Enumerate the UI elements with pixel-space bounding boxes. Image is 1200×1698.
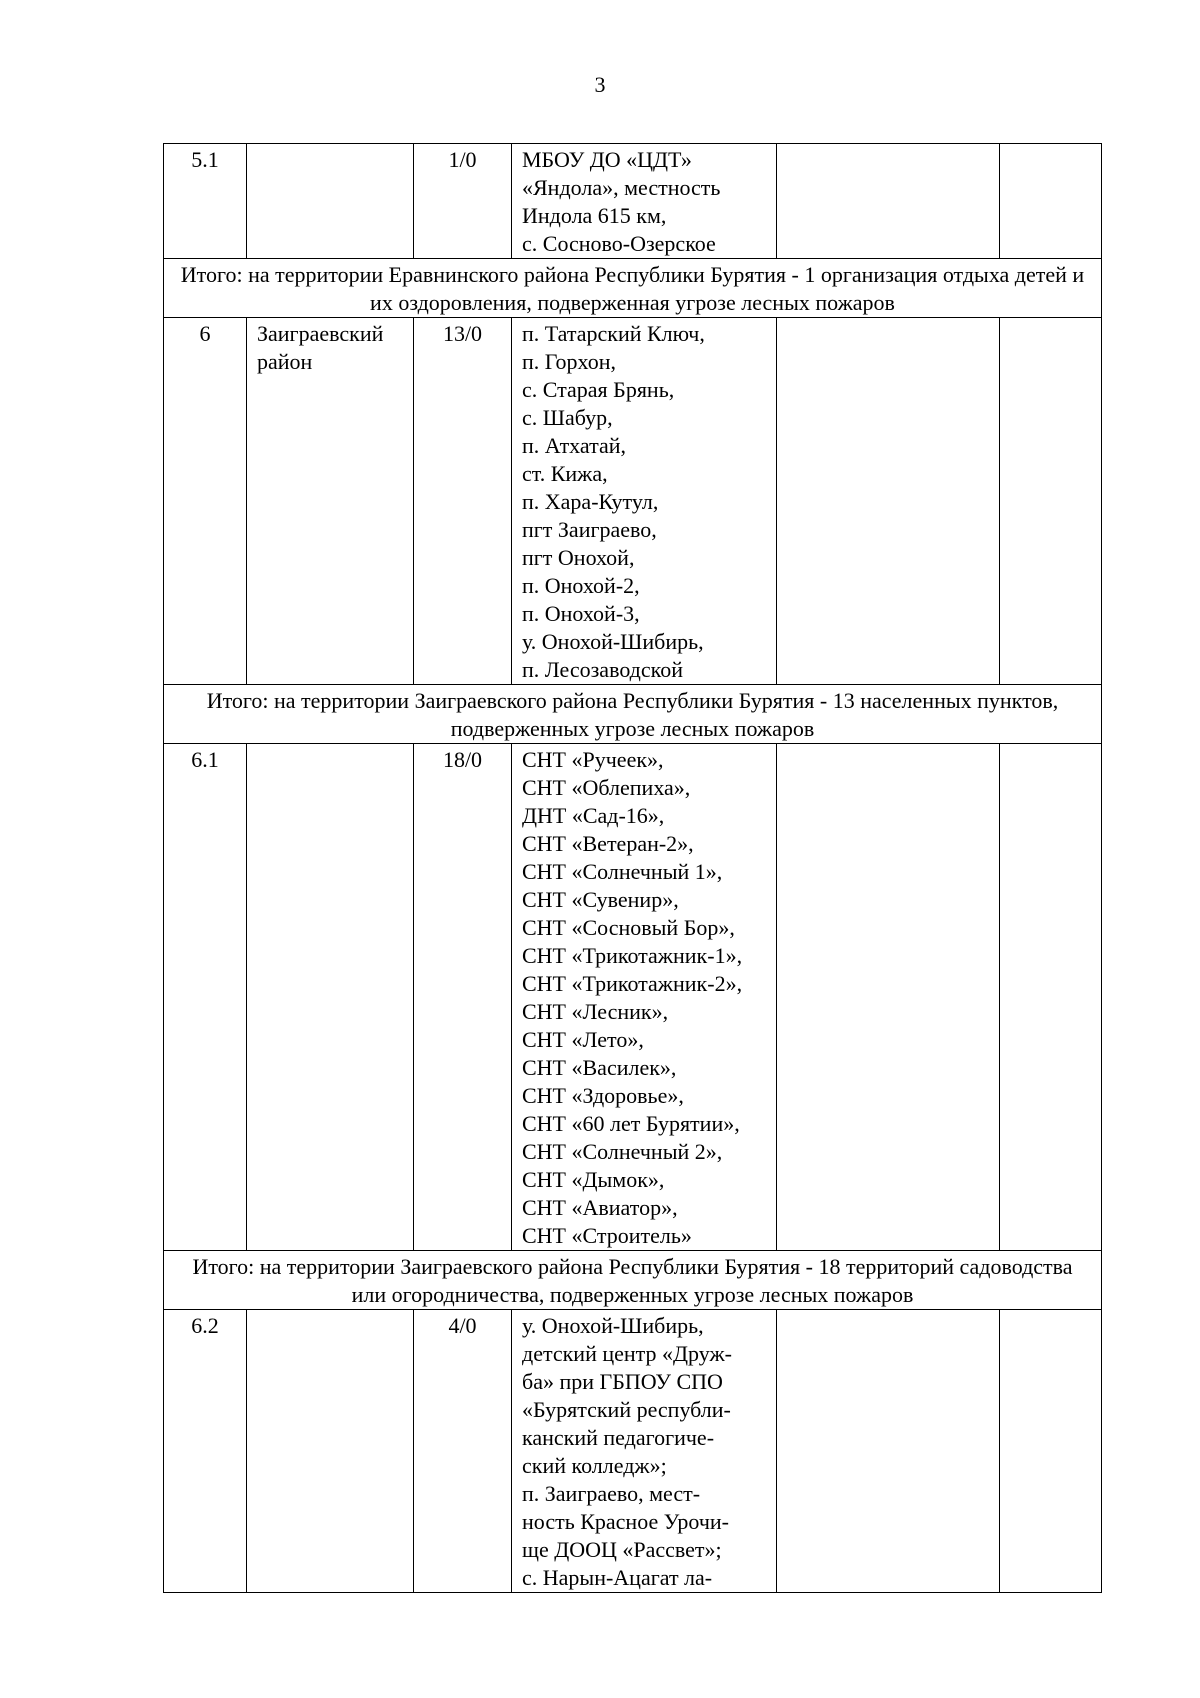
place-line: СНТ «Здоровье», xyxy=(522,1083,684,1108)
count-cell: 13/0 xyxy=(414,318,512,685)
place-line: СНТ «Солнечный 1», xyxy=(522,859,723,884)
district-cell xyxy=(247,744,414,1251)
place-line: у. Онохой-Шибирь, xyxy=(522,1313,704,1338)
empty-cell xyxy=(777,318,1000,685)
place-line: п. Горхон, xyxy=(522,349,616,374)
place-line: СНТ «Лето», xyxy=(522,1027,644,1052)
place-line: пгт Онохой, xyxy=(522,545,635,570)
place-line: ский колледж»; xyxy=(522,1453,667,1478)
document-table xyxy=(163,143,1102,1593)
place-line: ще ДООЦ «Рассвет»; xyxy=(522,1537,722,1562)
place-line: с. Шабур, xyxy=(522,405,613,430)
place-line: СНТ «Сувенир», xyxy=(522,887,679,912)
place-line: «Бурятский республи- xyxy=(522,1397,731,1422)
place-line: у. Онохой-Шибирь, xyxy=(522,629,704,654)
place-line: СНТ «Сосновый Бор», xyxy=(522,915,735,940)
place-line: ДНТ «Сад-16», xyxy=(522,803,665,828)
place-line: канский педагогиче- xyxy=(522,1425,715,1450)
place-line: СНТ «Строитель» xyxy=(522,1223,692,1248)
place-line: с. Старая Брянь, xyxy=(522,377,675,402)
place-line: с. Нарын-Ацагат ла- xyxy=(522,1565,713,1590)
table-row xyxy=(164,744,1102,1251)
place-line: детский центр «Друж- xyxy=(522,1341,732,1366)
place-line: СНТ «Василек», xyxy=(522,1055,677,1080)
row-number: 5.1 xyxy=(164,144,247,259)
place-line: МБОУ ДО «ЦДТ» xyxy=(522,147,692,172)
place-line: СНТ «Трикотажник-2», xyxy=(522,971,743,996)
place-line: п. Атхатай, xyxy=(522,433,627,458)
place-line: п. Лесозаводской xyxy=(522,657,683,682)
place-line: СНТ «Трикотажник-1», xyxy=(522,943,743,968)
place-line: Индола 615 км, xyxy=(522,203,667,228)
district-line: район xyxy=(257,349,313,374)
place-line: п. Заиграево, мест- xyxy=(522,1481,701,1506)
summary-row xyxy=(164,685,1102,744)
place-line: п. Хара-Кутул, xyxy=(522,489,659,514)
places-cell xyxy=(512,744,777,1251)
count-cell: 1/0 xyxy=(414,144,512,259)
district-cell xyxy=(247,144,414,259)
count-cell: 18/0 xyxy=(414,744,512,1251)
places-cell xyxy=(512,1310,777,1593)
place-line: СНТ «Лесник», xyxy=(522,999,669,1024)
place-line: ст. Кижа, xyxy=(522,461,608,486)
place-line: «Яндола», местность xyxy=(522,175,721,200)
summary-row xyxy=(164,1251,1102,1310)
summary-row xyxy=(164,259,1102,318)
place-line: п. Онохой-2, xyxy=(522,573,640,598)
empty-cell xyxy=(1000,1310,1102,1593)
place-line: СНТ «Облепиха», xyxy=(522,775,691,800)
district-line: Заиграевский xyxy=(257,321,384,346)
table-row xyxy=(164,1310,1102,1593)
place-line: пгт Заиграево, xyxy=(522,517,657,542)
place-line: СНТ «Ветеран-2», xyxy=(522,831,694,856)
place-line: ность Красное Урочи- xyxy=(522,1509,729,1534)
place-line: п. Онохой-3, xyxy=(522,601,640,626)
empty-cell xyxy=(777,744,1000,1251)
place-line: с. Сосново-Озерское xyxy=(522,231,716,256)
row-number: 6 xyxy=(164,318,247,685)
empty-cell xyxy=(1000,318,1102,685)
table-row xyxy=(164,318,1102,685)
place-line: СНТ «Авиатор», xyxy=(522,1195,678,1220)
place-line: СНТ «Солнечный 2», xyxy=(522,1139,723,1164)
count-cell: 4/0 xyxy=(414,1310,512,1593)
district-cell xyxy=(247,318,414,685)
row-number: 6.2 xyxy=(164,1310,247,1593)
place-line: СНТ «Ручеек», xyxy=(522,747,664,772)
table-row xyxy=(164,144,1102,259)
empty-cell xyxy=(1000,144,1102,259)
empty-cell xyxy=(777,1310,1000,1593)
district-cell xyxy=(247,1310,414,1593)
places-cell xyxy=(512,318,777,685)
place-line: СНТ «Дымок», xyxy=(522,1167,665,1192)
summary-text: Итого: на территории Еравнинского района Республики Бурятия - 1 организация отдыха детей и их оздоровления, подверженная угрозе лесных пожаров xyxy=(164,259,1102,318)
empty-cell xyxy=(1000,744,1102,1251)
page-number: 3 xyxy=(594,72,606,97)
row-number: 6.1 xyxy=(164,744,247,1251)
place-line: п. Татарский Ключ, xyxy=(522,321,705,346)
summary-text: Итого: на территории Заиграевского района Республики Бурятия - 13 населенных пунктов, подверженных угрозе лесных пожаров xyxy=(164,685,1102,744)
place-line: ба» при ГБПОУ СПО xyxy=(522,1369,723,1394)
empty-cell xyxy=(777,144,1000,259)
places-cell xyxy=(512,144,777,259)
place-line: СНТ «60 лет Бурятии», xyxy=(522,1111,740,1136)
summary-text: Итого: на территории Заиграевского района Республики Бурятия - 18 территорий садоводства или огородничества, подверженных угрозе лесных пожаров xyxy=(164,1251,1102,1310)
